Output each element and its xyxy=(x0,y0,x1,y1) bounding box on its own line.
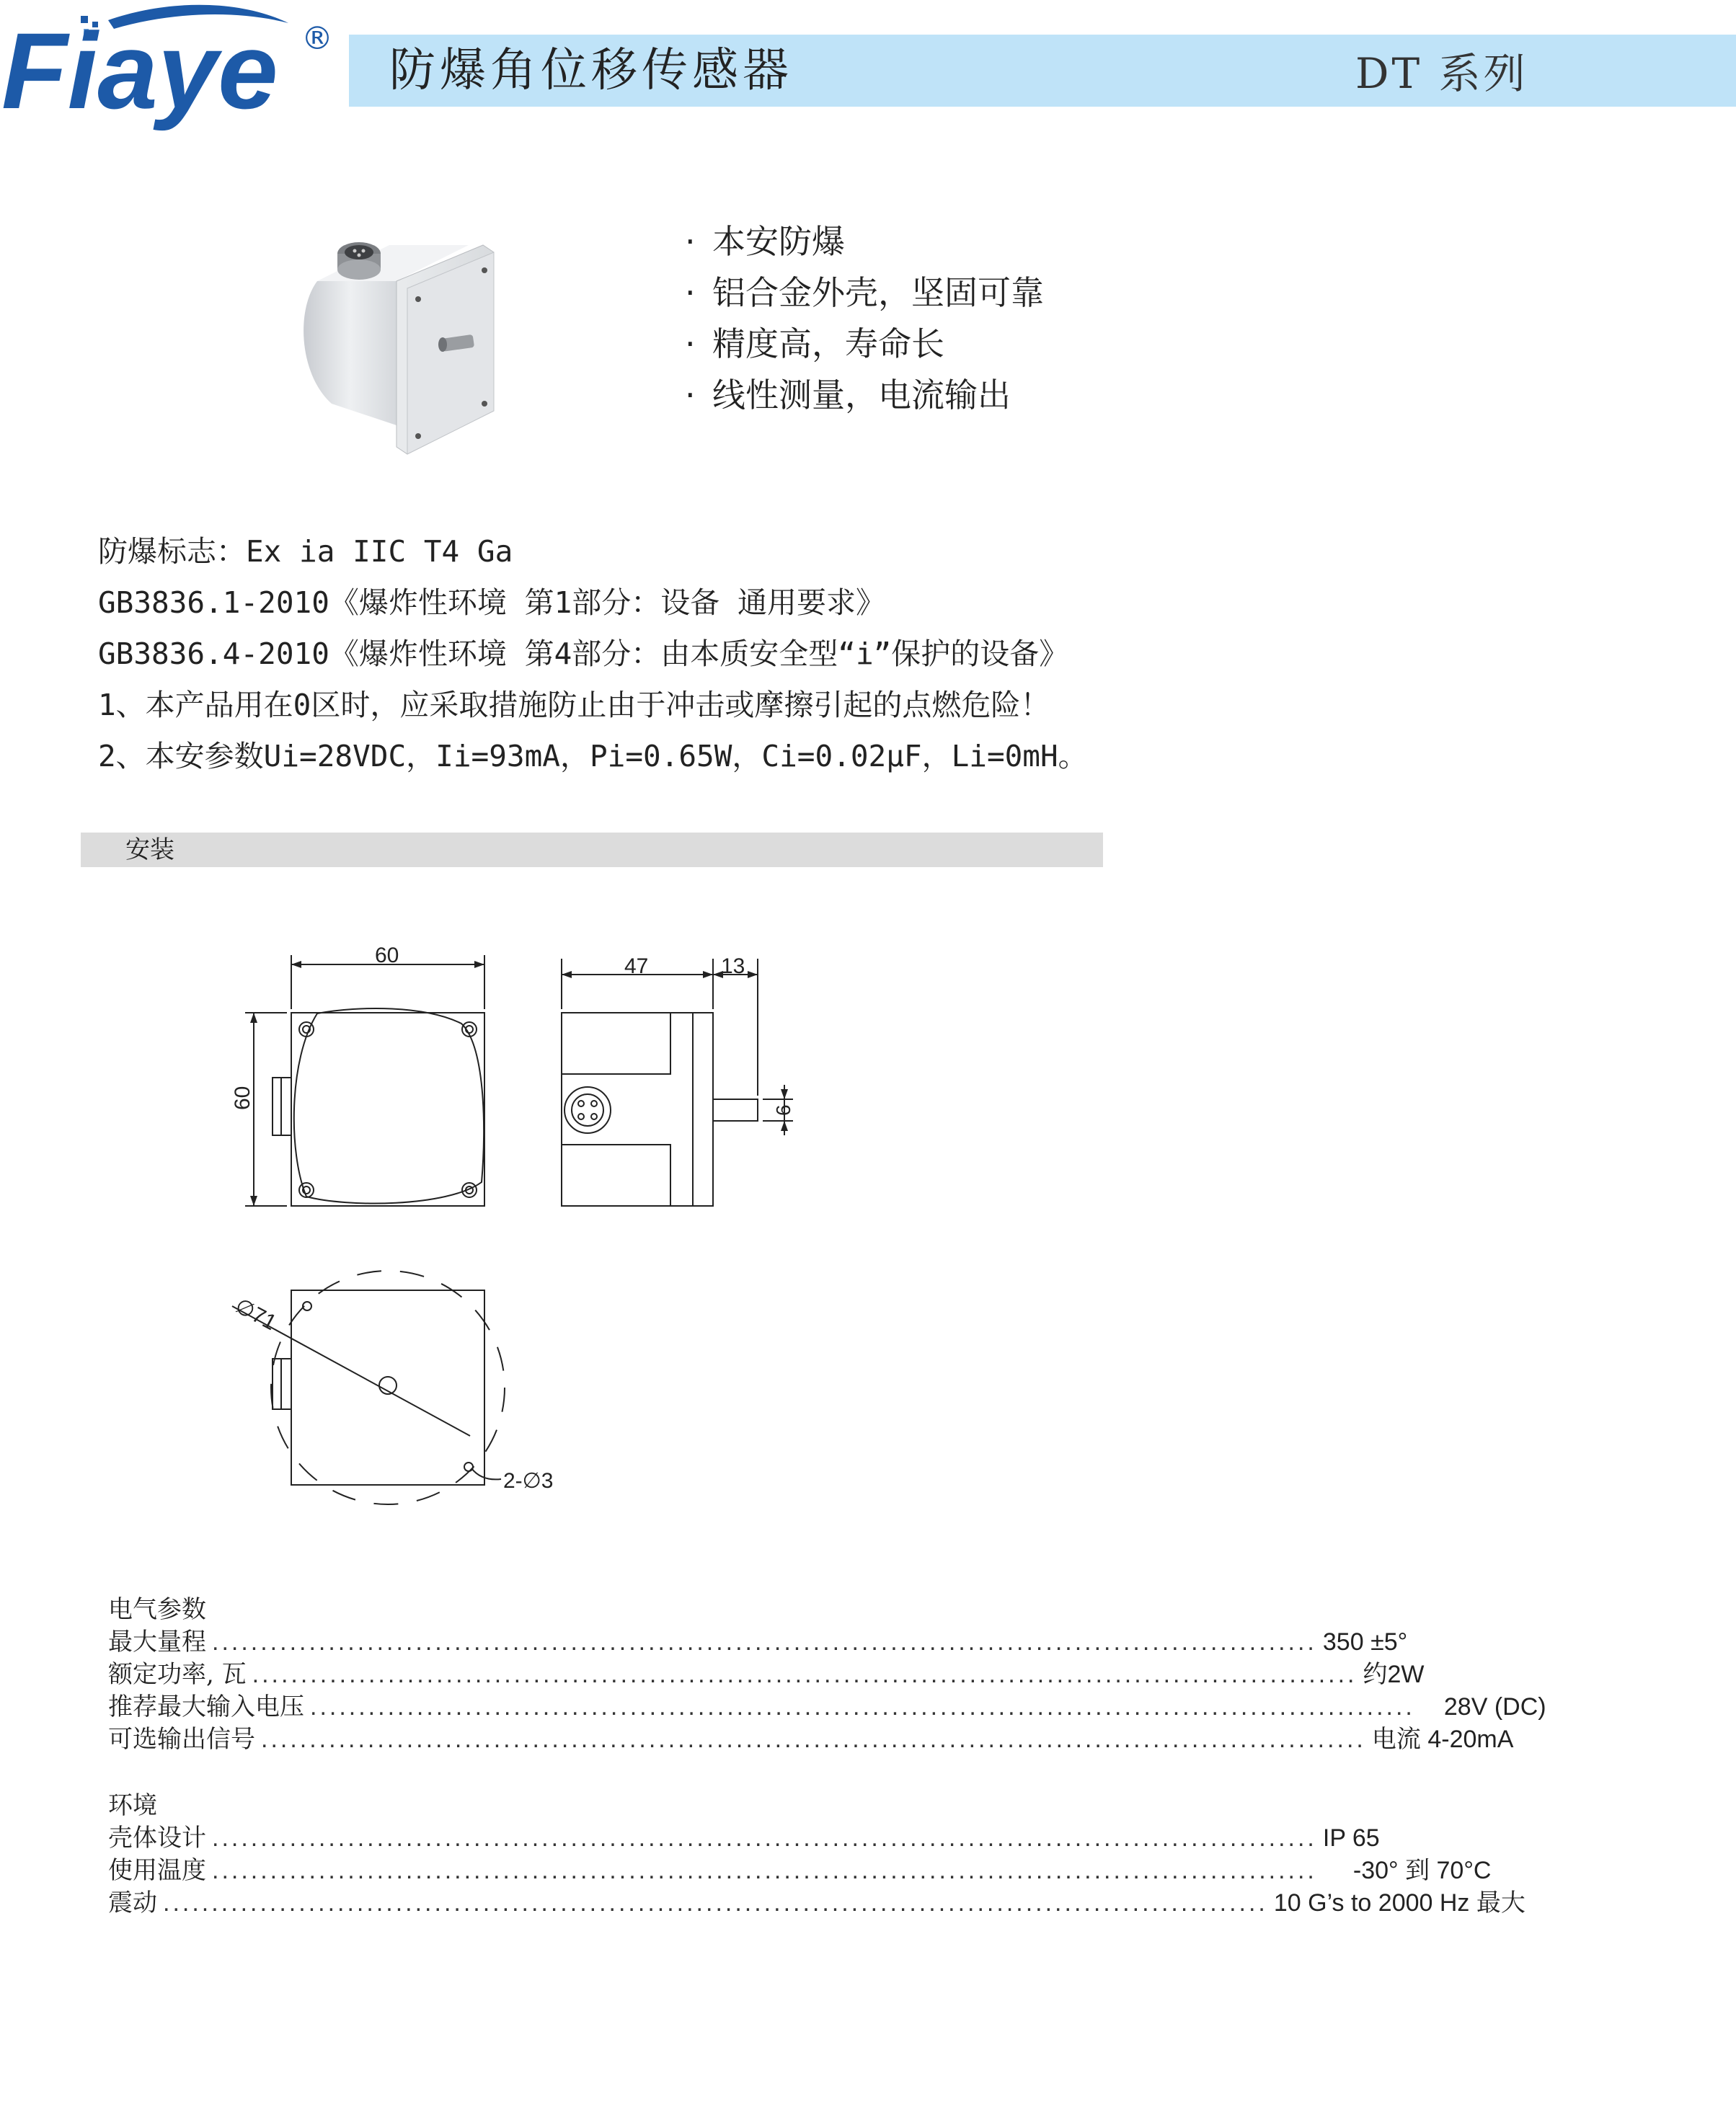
leader-dots: .................................................................................................................. xyxy=(212,1857,1317,1884)
spec-value: IP 65 xyxy=(1322,1824,1380,1852)
front-view-outline xyxy=(291,1013,484,1206)
page-title: 防爆角位移传感器 xyxy=(389,44,793,97)
series-label: DT 系列 xyxy=(1355,49,1528,98)
electrical-heading: 电气参数 xyxy=(108,1595,206,1624)
side-view-outline xyxy=(562,1013,693,1206)
dim-front-height: 60 xyxy=(231,1086,254,1110)
install-section-bar xyxy=(81,833,1103,867)
spec-value: 10 G’s to 2000 Hz 最大 xyxy=(1273,1889,1525,1917)
leader-dots: .................................................................................................................. xyxy=(310,1693,1415,1721)
leader-dots: .................................................................................................................. xyxy=(212,1824,1317,1852)
feature-item: · 精度高，寿命长 xyxy=(685,324,944,363)
dim-circle-dia: ∅71 xyxy=(231,1294,280,1336)
feature-item: · 线性测量，电流输出 xyxy=(685,376,1011,414)
svg-text:®: ® xyxy=(301,20,333,57)
electrical-specs xyxy=(108,1593,1546,1756)
spec-row xyxy=(108,1626,1408,1659)
mount-view-outline xyxy=(291,1290,484,1485)
dim-front-width: 60 xyxy=(375,944,399,967)
spec-value: 28V (DC) xyxy=(1443,1693,1546,1721)
ex-mark: 防爆标志：Ex ia IIC T4 Ga xyxy=(98,534,513,569)
note-line: 2、本安参数Ui=28VDC，Ii=93mA，Pi=0.65W，Ci=0.02μF，Li=0mH。 xyxy=(98,739,1088,773)
product-photo xyxy=(288,231,512,461)
spec-value: 350 ±5° xyxy=(1322,1628,1408,1656)
spec-row xyxy=(108,1855,1492,1887)
dim-holes: 2-∅3 xyxy=(503,1469,554,1493)
note-line: 1、本产品用在0区时，应采取措施防止由于冲击或摩擦引起的点燃危险！ xyxy=(98,688,1050,722)
brand-logo xyxy=(0,0,339,131)
feature-list xyxy=(685,216,1044,421)
spec-value: 电流 4-20mA xyxy=(1371,1726,1514,1753)
spec-row xyxy=(108,1822,1380,1855)
spec-label: 壳体设计 xyxy=(108,1824,206,1853)
feature-item: · 铝合金外壳，坚固可靠 xyxy=(685,273,1044,312)
dim-side-body: 47 xyxy=(624,954,649,978)
leader-dots: .................................................................................................................. xyxy=(212,1628,1317,1656)
svg-text:Fiaye: Fiaye xyxy=(1,10,278,131)
environment-heading: 环境 xyxy=(108,1791,157,1820)
environment-specs xyxy=(108,1789,1525,1920)
leader-dots: .................................................................................................................. xyxy=(252,1661,1358,1688)
install-section-label: 安装 xyxy=(125,835,174,864)
feature-item: · 本安防爆 xyxy=(685,222,845,261)
spec-label: 使用温度 xyxy=(108,1856,206,1885)
explosion-proof-info xyxy=(98,526,1088,782)
spec-value: 约2W xyxy=(1363,1661,1425,1688)
spec-row xyxy=(108,1723,1514,1756)
spec-value: -30° 到 70°C xyxy=(1352,1857,1492,1884)
dimension-drawing xyxy=(0,901,865,1521)
spec-label: 可选输出信号 xyxy=(108,1725,255,1754)
spec-row xyxy=(108,1887,1525,1920)
leader-dots: .................................................................................................................. xyxy=(163,1889,1268,1917)
dim-side-shaft: 13 xyxy=(721,954,745,978)
leader-dots: .................................................................................................................. xyxy=(261,1726,1366,1753)
dim-shaft-dia: 6 xyxy=(772,1104,794,1116)
standard-line: GB3836.4-2010《爆炸性环境 第4部分：由本质安全型“i”保护的设备》 xyxy=(98,636,1069,671)
spec-label: 推荐最大输入电压 xyxy=(108,1692,304,1721)
spec-label: 震动 xyxy=(108,1889,157,1917)
spec-label: 最大量程 xyxy=(108,1628,206,1656)
spec-row xyxy=(108,1691,1546,1723)
standard-line: GB3836.1-2010《爆炸性环境 第1部分：设备 通用要求》 xyxy=(98,585,885,620)
spec-label: 额定功率, 瓦 xyxy=(108,1660,247,1689)
spec-row xyxy=(108,1659,1425,1691)
